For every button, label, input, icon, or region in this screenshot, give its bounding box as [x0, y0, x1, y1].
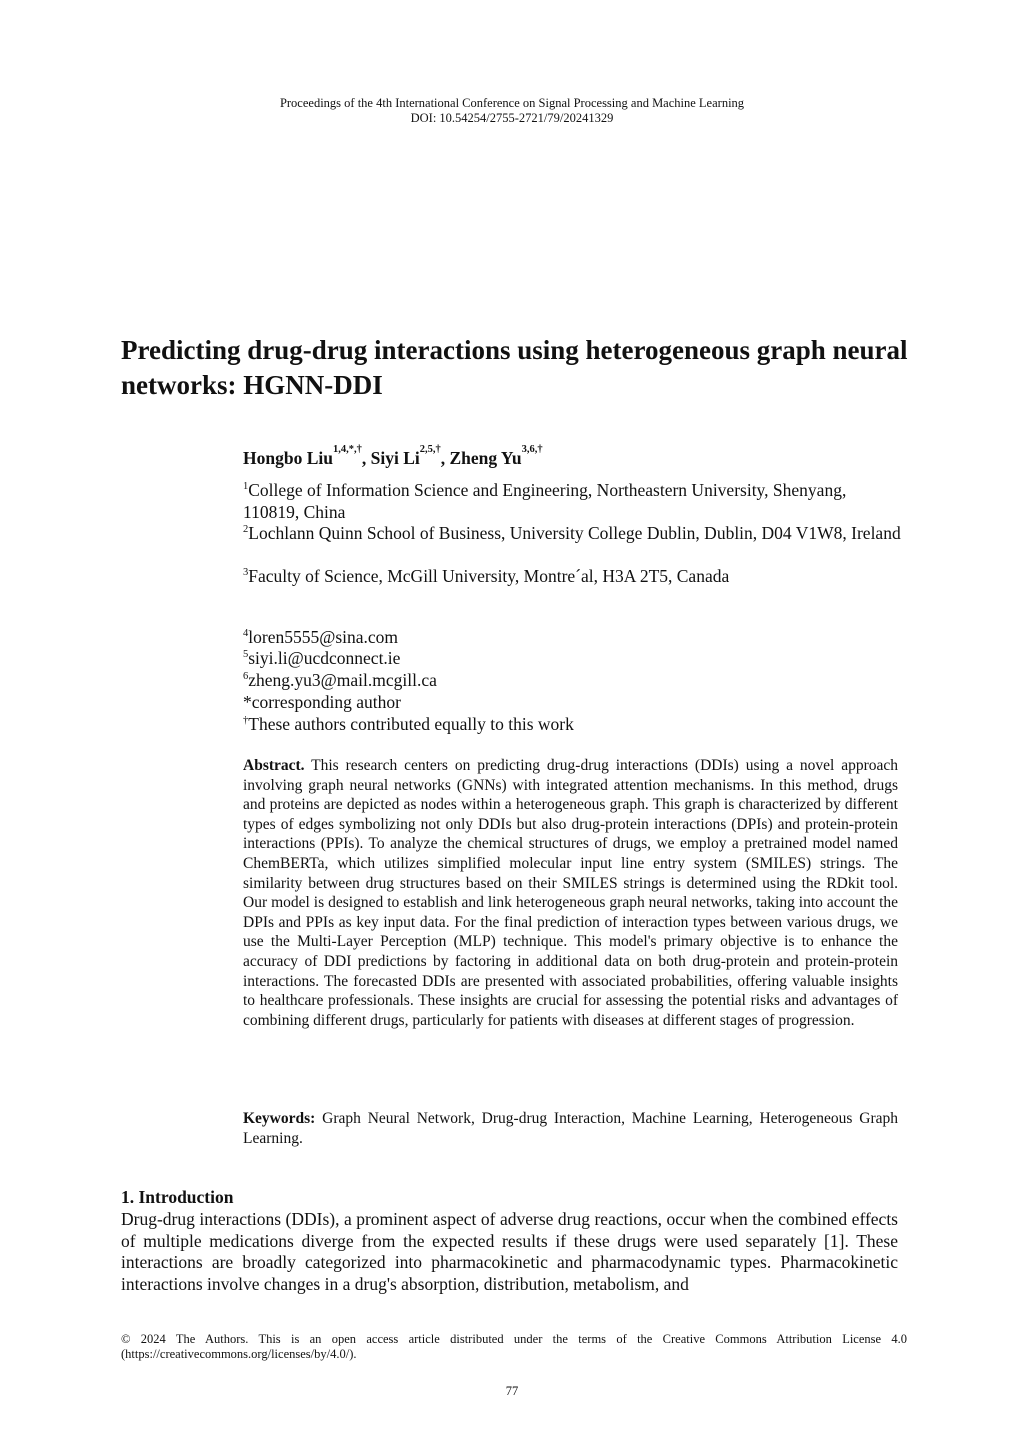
corresponding-note	[243, 692, 903, 714]
keywords-text: Graph Neural Network, Drug-drug Interaction, Machine Learning, Heterogeneous Graph Learning.	[243, 1110, 899, 1147]
abstract-label: Abstract.	[243, 757, 305, 774]
paper-title: Predicting drug-drug interactions using heterogeneous graph neural networks: HGNN-DDI	[121, 335, 908, 400]
contact-email	[243, 648, 903, 670]
contact-text: These authors contributed equally to this work	[248, 714, 574, 734]
affiliation-sup: 1	[243, 481, 249, 492]
author-name: Zheng Yu	[449, 448, 522, 468]
affiliation	[243, 523, 903, 545]
affiliation-text: Lochlann Quinn School of Business, University College Dublin, Dublin, D04 V1W8, Ireland	[248, 523, 901, 543]
contact-email	[243, 627, 903, 649]
keywords-label: Keywords:	[243, 1110, 316, 1127]
abstract-text: This research centers on predicting drug-drug interactions (DDIs) using a novel approach involving graph neural networks (GNNs) with integrated attention mechanisms. In this method, drugs and proteins are depicted as nodes within a heterogeneous graph. This graph is characterized by different types of edges symbolizing not only DDIs but also drug-protein interactions (DPIs) and protein-protein interactions (PPIs). To analyze the chemical structures of drugs, we employ a pretrained model named ChemBERTa, which utilizes simplified molecular input line entry system (SMILES) strings. The similarity between drug structures based on their SMILES strings is determined using the RDkit tool. Our model is designed to establish and link heterogeneous graph neural networks, taking into account the DPIs and PPIs as key input data. For the final prediction of interaction types between various drugs, we use the Multi-Layer Perception (MLP) technique. This model's primary objective is to enhance the accuracy of DDI predictions by factoring in additional data on both drug-protein and protein-protein interactions. The forecasted DDIs are presented with associated probabilities, offering valuable insights to healthcare professionals. These insights are crucial for assessing the potential risks and advantages of combining different drugs, particularly for patients with diseases at different stages of progression.	[243, 757, 898, 1029]
contact-sup: 6	[243, 671, 249, 682]
affiliation-sup: 2	[243, 524, 249, 535]
author-list	[243, 444, 543, 469]
author-name: Siyi Li	[370, 448, 420, 468]
author-name: Hongbo Liu	[243, 448, 333, 468]
author-sup: 3,6,†	[521, 444, 543, 455]
contact-sup: 4	[243, 628, 249, 639]
abstract	[243, 756, 898, 1030]
doi-header: DOI: 10.54254/2755-2721/79/20241329	[410, 111, 614, 125]
contact-text: siyi.li@ucdconnect.ie	[248, 648, 401, 668]
affiliation	[243, 566, 903, 588]
affiliation	[243, 480, 903, 523]
contact-text: loren5555@sina.com	[248, 627, 399, 647]
contact-email	[243, 670, 903, 692]
author-sup: 2,5,†	[419, 444, 441, 455]
proceedings-header: Proceedings of the 4th International Conference on Signal Processing and Machine Learning	[279, 96, 745, 110]
author-sep: ,	[440, 448, 450, 468]
section-heading-introduction: 1. Introduction	[121, 1187, 234, 1207]
contact-sup: †	[243, 715, 249, 726]
introduction-text: Drug-drug interactions (DDIs), a prominent aspect of adverse drug reactions, occur when the combined effects of multiple medications diverge from the expected results if these drugs were used separately [1]. These interactions are broadly categorized into pharmacokinetic and pharmacodynamic types. Pharmacokinetic interactions involve changes in a drug's absorption, distribution, metabolism, and	[121, 1209, 898, 1294]
affiliation-text: Faculty of Science, McGill University, Montre´al, H3A 2T5, Canada	[248, 566, 730, 586]
license-footer: © 2024 The Authors. This is an open access article distributed under the terms of the Creative Commons Attribution License 4.0 (https://creativecommons.org/licenses/by/4.0/).	[121, 1332, 907, 1361]
contact-text: zheng.yu3@mail.mcgill.ca	[248, 670, 437, 690]
equal-contribution-note	[243, 714, 903, 736]
contact-sup: 5	[243, 649, 249, 660]
affiliation-sup: 3	[243, 567, 249, 578]
keywords	[243, 1109, 898, 1148]
affiliation-text: College of Information Science and Engineering, Northeastern University, Shenyang, 110819, China	[243, 480, 847, 522]
page-number: 77	[505, 1384, 519, 1398]
author-sup: 1,4,*,†	[332, 444, 362, 455]
author-sep: ,	[361, 448, 371, 468]
contact-text: *corresponding author	[243, 692, 401, 712]
